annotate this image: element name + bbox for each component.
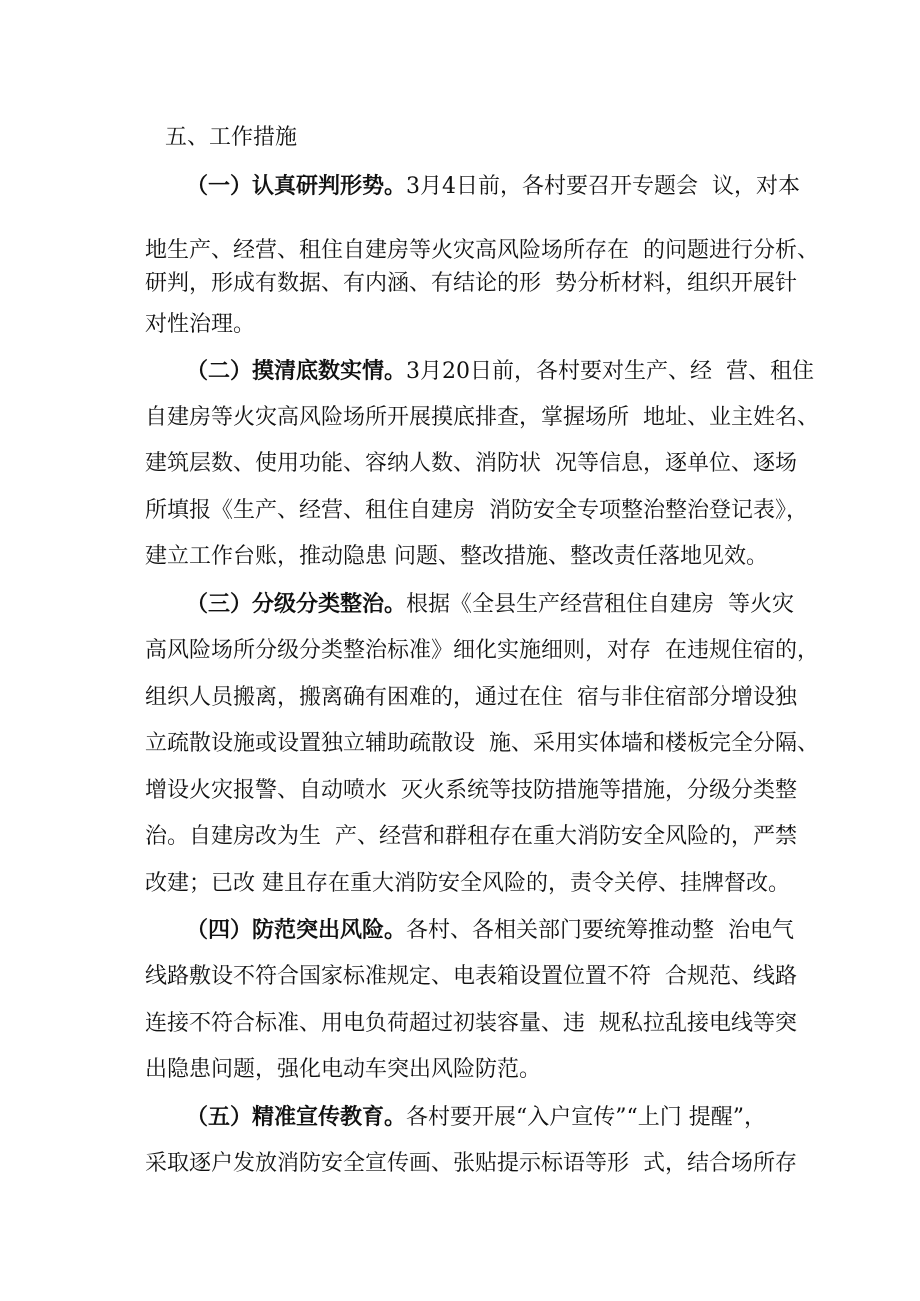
paragraph-text: 各村要开展“入户宣传”“上门 提醒”， bbox=[406, 1105, 766, 1130]
paragraph-line: 组织人员搬离，搬离确有困难的，通过在住 宿与非住宿部分增设独 bbox=[145, 685, 797, 710]
paragraph-text: 3月20日前，各村要对生产、经 营、租住 bbox=[406, 359, 814, 384]
paragraph-line: 连接不符合标准、用电负荷超过初装容量、违 规私拉乱接电线等突 bbox=[145, 1011, 797, 1036]
paragraph-line: 建立工作台账，推动隐患 问题、整改措施、整改责任落地见效。 bbox=[145, 544, 768, 569]
paragraph-line: 建筑层数、使用功能、容纳人数、消防状 况等信息，逐单位、逐场 bbox=[145, 451, 797, 476]
paragraph-text: 各村、各相关部门要统筹推动整 治电气 bbox=[406, 918, 795, 943]
paragraph-heading: （四）防范突出风险。 bbox=[186, 918, 407, 943]
paragraph-line: 增设火灾报警、自动喷水 灭火系统等技防措施等措施，分级分类整 bbox=[145, 778, 797, 803]
paragraph-heading: （一）认真研判形势。 bbox=[186, 174, 407, 199]
paragraph-heading: （五）精准宣传教育。 bbox=[186, 1105, 407, 1130]
paragraph-line: 所填报《生产、经营、租住自建房 消防安全专项整治整治登记表》， bbox=[145, 498, 808, 523]
paragraph-line: 采取逐户发放消防安全宣传画、张贴提示标语等形 式，结合场所存 bbox=[145, 1151, 797, 1176]
paragraph-text: 3月4日前，各村要召开专题会 议，对本 bbox=[406, 174, 800, 199]
paragraph-line: 出隐患问题，强化电动车突出风险防范。 bbox=[145, 1057, 542, 1082]
paragraph-line bbox=[186, 167, 920, 207]
paragraph-line bbox=[186, 911, 920, 951]
paragraph-line: 研判，形成有数据、有内涵、有结论的形 势分析材料，组织开展针 bbox=[145, 271, 797, 296]
paragraph-line: 地生产、经营、租住自建房等火灾高风险场所存在 的问题进行分析、 bbox=[145, 238, 819, 263]
paragraph-line: 线路敷设不符合国家标准规定、电表箱设置位置不符 合规范、线路 bbox=[145, 964, 797, 989]
paragraph-line: 自建房等火灾高风险场所开展摸底排查，掌握场所 地址、业主姓名、 bbox=[145, 405, 819, 430]
paragraph-line bbox=[186, 352, 920, 392]
paragraph-line: 治。自建房改为生 产、经营和群租存在重大消防安全风险的，严禁 bbox=[145, 824, 797, 849]
paragraph-line: 对性治理。 bbox=[145, 312, 256, 337]
paragraph-line: 改建；已改 建且存在重大消防安全风险的，责令关停、挂牌督改。 bbox=[145, 871, 790, 896]
paragraph-line: 高风险场所分级分类整治标准》细化实施细则，对存 在违规住宿的， bbox=[145, 638, 819, 663]
paragraph-text: 根据《全县生产经营租住自建房 等火灾 bbox=[406, 592, 795, 617]
paragraph-line: 立疏散设施或设置独立辅助疏散设 施、采用实体墙和楼板完全分隔、 bbox=[145, 731, 819, 756]
section-title: 五、工作措施 bbox=[165, 125, 298, 150]
paragraph-line bbox=[186, 585, 920, 625]
paragraph-heading: （三）分级分类整治。 bbox=[186, 592, 407, 617]
paragraph-heading: （二）摸清底数实情。 bbox=[186, 359, 407, 384]
paragraph-line bbox=[186, 1098, 920, 1138]
